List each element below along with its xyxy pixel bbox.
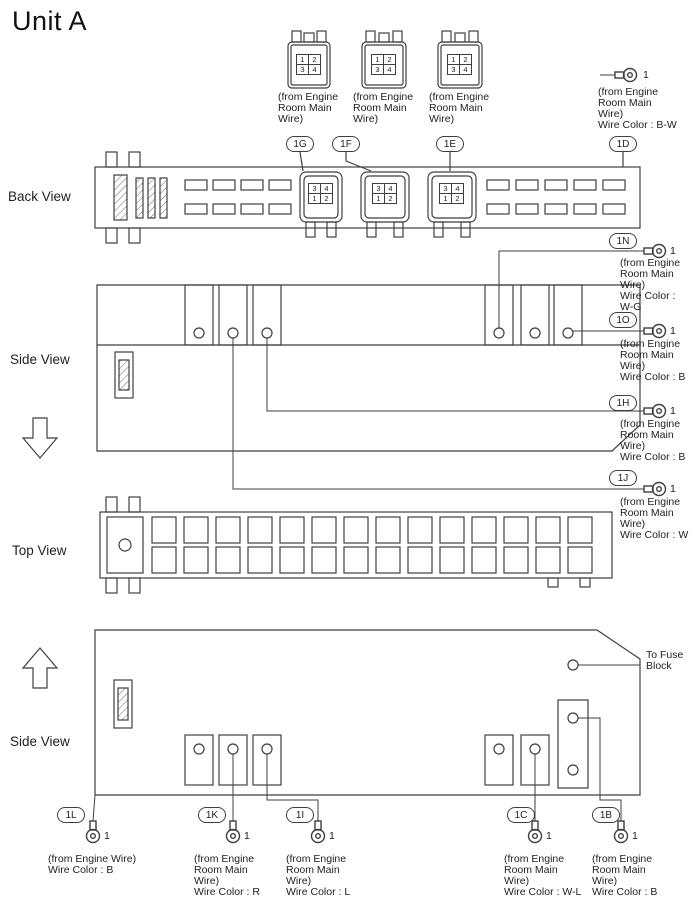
code-pill-1h: 1H [609,395,637,411]
pin-number: 2 [451,193,464,204]
pin-number: 4 [451,183,464,194]
pin-number: 2 [383,54,396,65]
pin-number: 2 [459,54,472,65]
pin-number: 3 [371,64,384,75]
terminal-qty-1i: 1 [329,830,335,842]
plug-caption: (from Engine Room Main Wire) [429,91,490,125]
code-pill-1l: 1L [57,807,85,823]
ring-terminal-icon [529,821,542,843]
side-view-upper-drawing [97,285,640,451]
pin-number: 2 [320,193,333,204]
pin-number: 4 [308,64,321,75]
pin-number: 4 [383,64,396,75]
arrow-down-icon [23,418,57,458]
back-connector-pin-grid [308,183,332,203]
pin-number: 1 [371,54,384,65]
page-title: Unit A [12,6,88,36]
ring-terminal-icon [644,405,666,418]
code-pill-1i: 1I [286,807,314,823]
terminal-caption-1n: (from Engine Room Main Wire) Wire Color : W-G [620,257,681,313]
terminal-qty-1b: 1 [632,830,638,842]
code-pill-1f: 1F [332,136,360,152]
ring-terminal-icon [615,69,637,82]
pin-number: 3 [296,64,309,75]
terminal-caption-1h: (from Engine Room Main Wire) Wire Color : B [620,418,686,463]
terminal-qty-1c: 1 [546,830,552,842]
plug-pin-grid [447,54,471,74]
ring-terminal-icon [644,325,666,338]
pin-number: 1 [447,54,460,65]
ring-terminal-icon [227,821,240,843]
pin-number: 3 [372,183,385,194]
ring-terminal-icon [644,483,666,496]
terminal-qty-1k: 1 [244,830,250,842]
pin-number: 3 [439,183,452,194]
pin-number: 1 [308,193,321,204]
view-label-back: Back View [8,189,71,204]
pin-number: 1 [439,193,452,204]
terminal-qty-1h: 1 [670,405,676,417]
pin-number: 4 [320,183,333,194]
code-pill-1b: 1B [592,807,620,823]
code-pill-1o: 1O [609,312,637,328]
terminal-caption-1j: (from Engine Room Main Wire) Wire Color : W [620,496,689,541]
top-view-drawing [100,497,612,593]
terminal-caption-1d: (from Engine Room Main Wire) Wire Color : B-W [598,86,677,131]
plug-pin-grid [296,54,320,74]
view-label-side-lower: Side View [10,734,70,749]
terminal-qty-1j: 1 [670,483,676,495]
ring-terminal-icon [615,821,628,843]
pin-number: 3 [308,183,321,194]
terminal-caption-1b: (from Engine Room Main Wire) Wire Color : B [592,853,658,898]
fuse-block-note: To Fuse Block [646,649,684,672]
terminal-caption-1o: (from Engine Room Main Wire) Wire Color : B [620,338,686,383]
back-connector-pin-grid [439,183,463,203]
back-view-drawing [95,152,640,243]
terminal-caption-1l: (from Engine Wire) Wire Color : B [48,853,137,876]
arrow-up-icon [23,648,57,688]
terminal-caption-1i: (from Engine Room Main Wire) Wire Color : L [286,853,351,898]
pin-number: 3 [447,64,460,75]
terminal-qty-1d: 1 [643,69,649,81]
pin-number: 4 [459,64,472,75]
ring-terminal-icon [644,245,666,258]
code-pill-1c: 1C [507,807,535,823]
back-connector-pin-grid [372,183,396,203]
code-pill-1k: 1K [198,807,226,823]
plug-pin-grid [371,54,395,74]
plug-caption: (from Engine Room Main Wire) [278,91,339,125]
terminal-caption-1c: (from Engine Room Main Wire) Wire Color : W-L [504,853,582,898]
ring-terminal-icon [87,821,100,843]
ring-terminal-icon [312,821,325,843]
code-pill-1n: 1N [609,233,637,249]
side-view-lower-drawing [95,630,640,795]
pin-number: 2 [384,193,397,204]
terminal-qty-1o: 1 [670,325,676,337]
code-pill-1g: 1G [286,136,314,152]
code-pill-1d: 1D [609,136,637,152]
plug-caption: (from Engine Room Main Wire) [353,91,414,125]
terminal-caption-1k: (from Engine Room Main Wire) Wire Color : R [194,853,260,898]
view-label-top: Top View [12,543,67,558]
connection-lines [93,75,644,821]
code-pill-1j: 1J [609,470,637,486]
pin-number: 1 [372,193,385,204]
view-label-side-upper: Side View [10,352,70,367]
terminal-qty-1n: 1 [670,245,676,257]
pin-number: 4 [384,183,397,194]
terminal-qty-1l: 1 [104,830,110,842]
pin-number: 1 [296,54,309,65]
pin-number: 2 [308,54,321,65]
code-pill-1e: 1E [436,136,464,152]
